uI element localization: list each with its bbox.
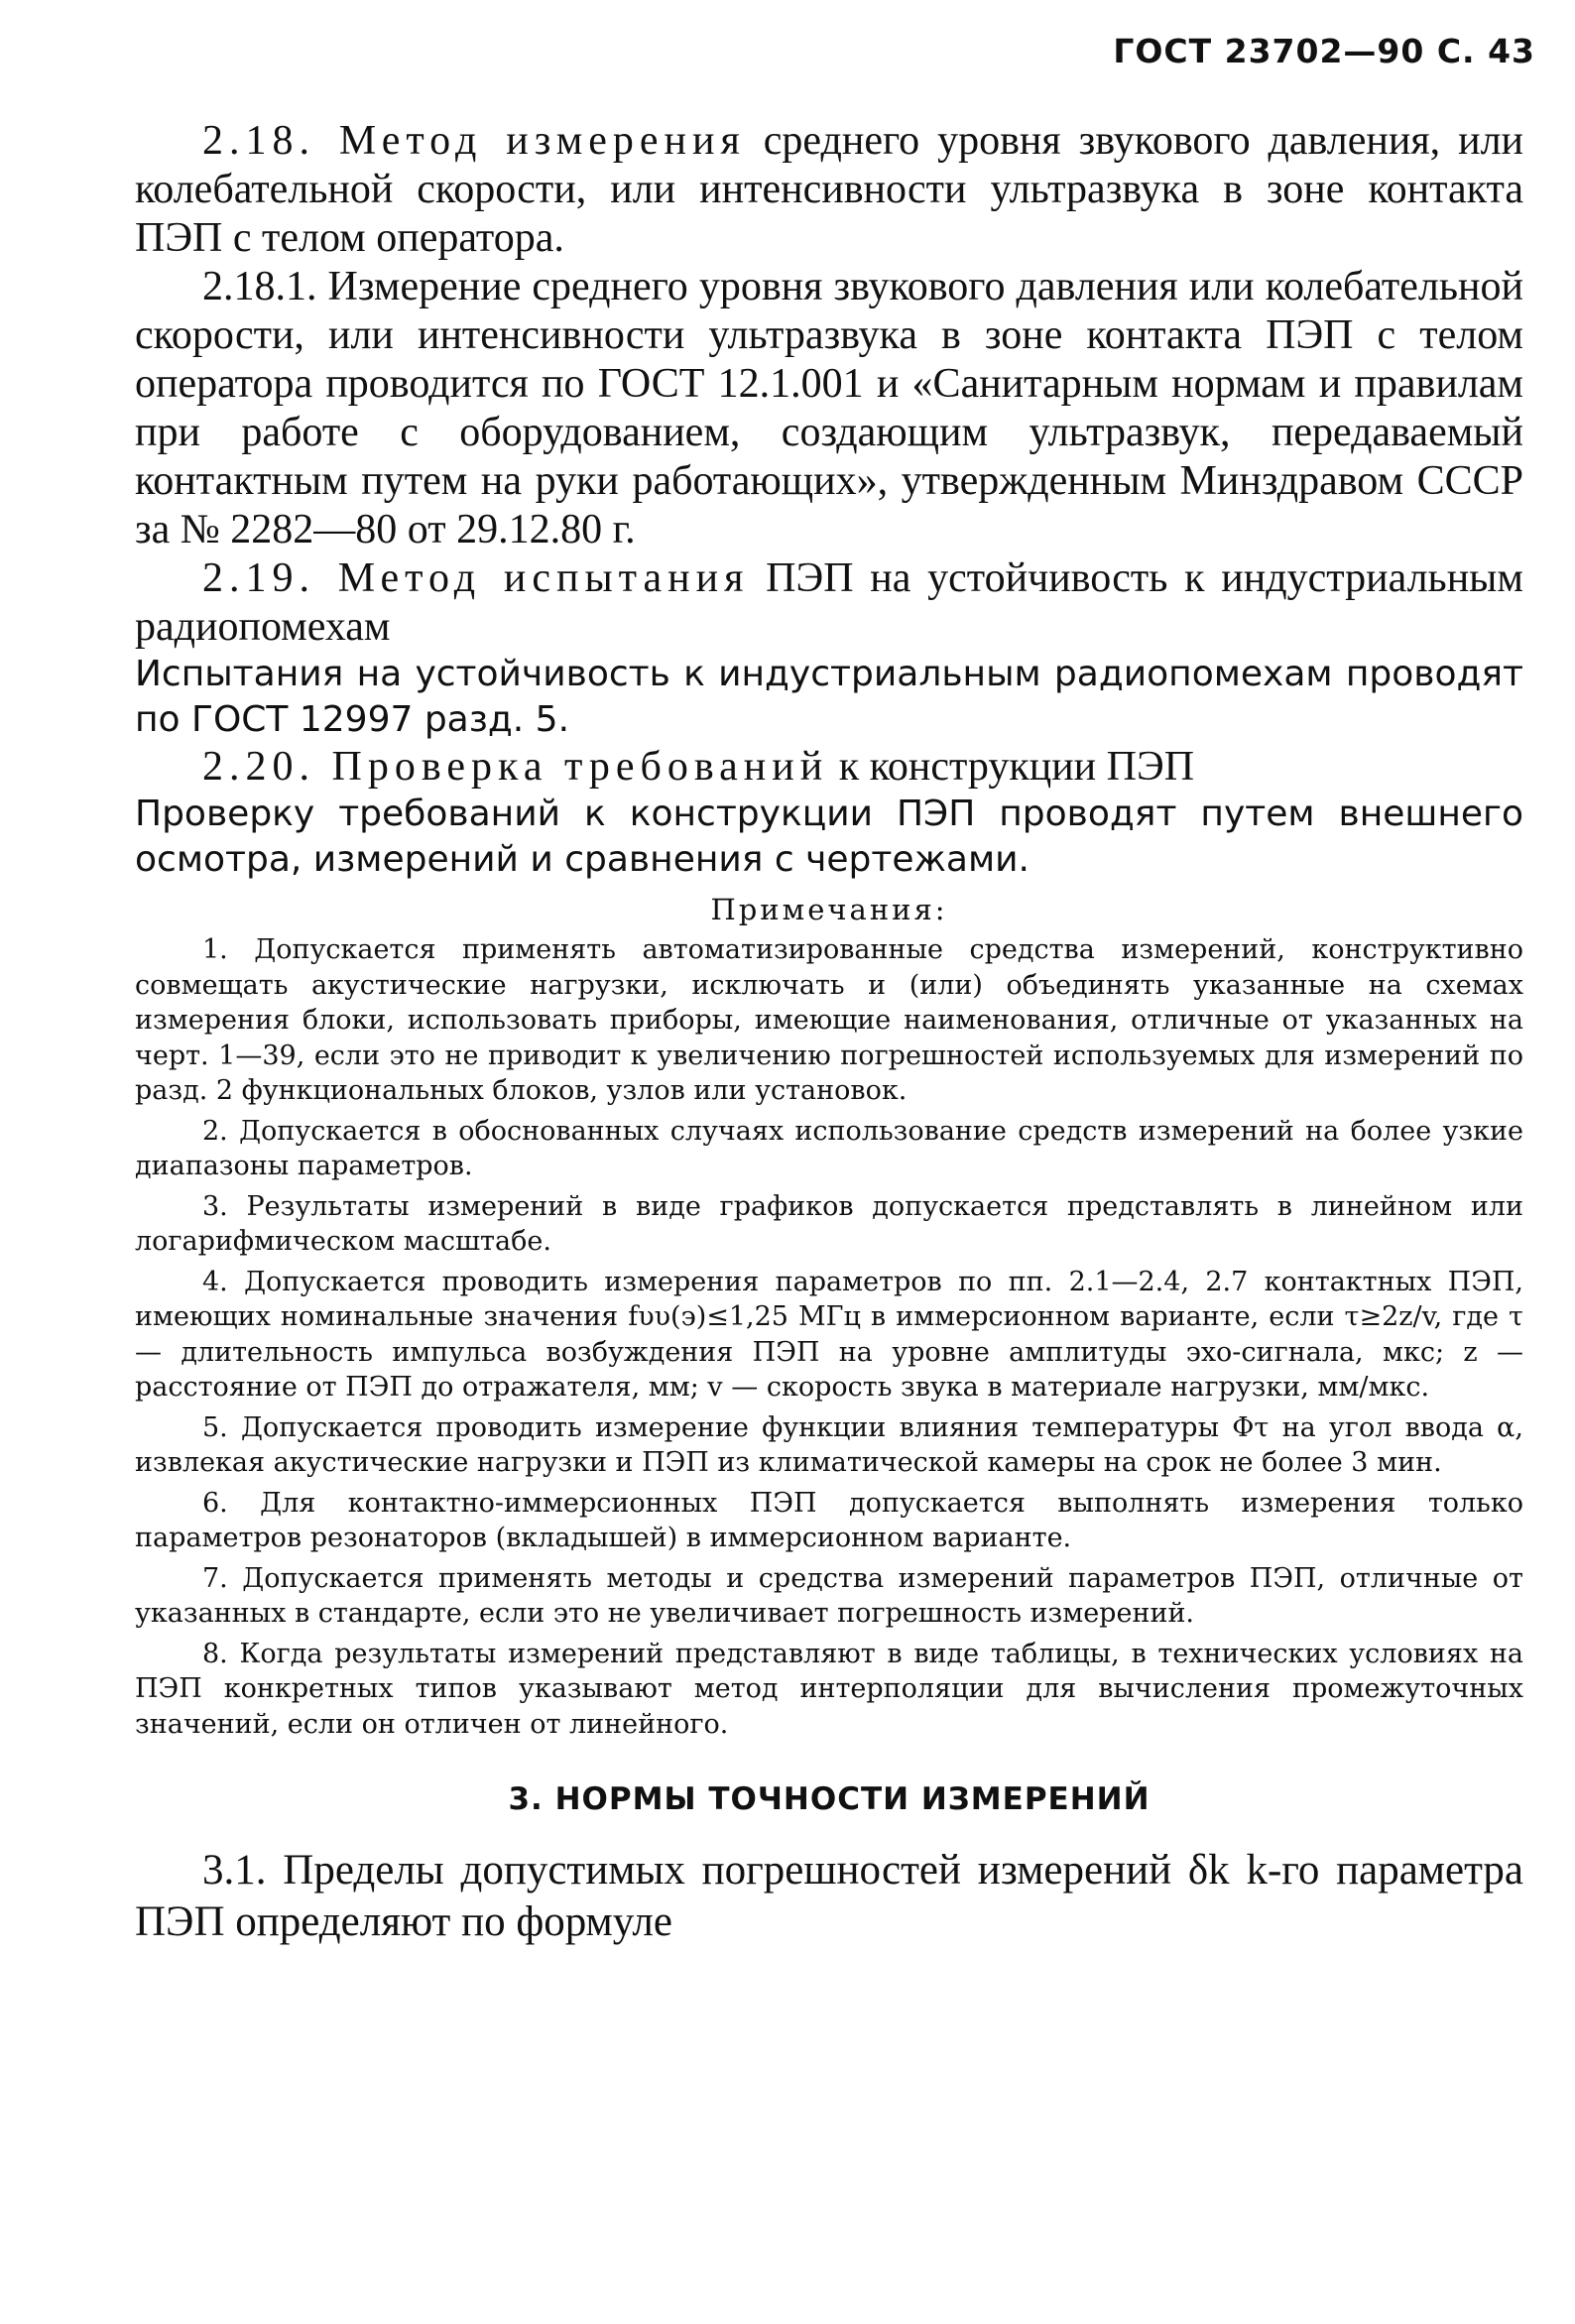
paragraph-2-20 <box>135 743 1523 792</box>
note-3: 3. Результаты измерений в виде графиков допускается представлять в линейном или логарифмическом масштабе. <box>135 1190 1523 1257</box>
note-2: 2. Допускается в обоснованных случаях использование средств измерений на более узкие диапазоны параметров. <box>135 1115 1523 1181</box>
paragraph-2-19-title: 2.19. Метод испытания <box>202 555 750 601</box>
paragraph-2-18-title: 2.18. Метод измерения <box>202 118 746 164</box>
paragraph-2-19-text: ПЭП на устойчивость к индустриальным радиопомехам <box>135 555 1523 650</box>
paragraph-2-19-body: Испытания на устойчивость к индустриальным радиопомехам проводят по ГОСТ 12997 разд. 5. <box>135 654 1523 740</box>
paragraph-2-18 <box>135 117 1523 263</box>
note-1: 1. Допускается применять автоматизированные средства измерений, конструктивно совмещать акустические нагрузки, исключать и (или) объединять указанные на схемах измерения блоки, использовать приборы, имеющие наименования, отличные от указанных на черт. 1—39, если это не приводит к увеличению погрешностей используемых для измерений по разд. 2 функциональных блоков, узлов или установок. <box>135 934 1523 1106</box>
note-5: 5. Допускается проводить измерение функции влияния температуры Φτ на угол ввода α, извлекая акустические нагрузки и ПЭП из климатической камеры на срок не более 3 мин. <box>135 1411 1523 1478</box>
paragraph-2-18-1: 2.18.1. Измерение среднего уровня звукового давления или колебательной скорости, или интенсивности ультразвука в зоне контакта ПЭП с телом оператора проводится по ГОСТ 12.1.001 и «Санитарным нормам и правилам при работе с оборудованием, создающим ультразвук, передаваемый контактным путем на руки работающих», утвержденным Минздравом СССР за № 2282—80 от 29.12.80 г. <box>135 264 1523 552</box>
section-3-title: 3. НОРМЫ ТОЧНОСТИ ИЗМЕРЕНИЙ <box>508 1781 1151 1817</box>
notes-title: Примечания: <box>710 893 948 926</box>
note-6: 6. Для контактно-иммерсионных ПЭП допускается выполнять измерения только параметров резонаторов (вкладышей) в иммерсионном варианте. <box>135 1487 1523 1553</box>
paragraph-2-19 <box>135 554 1523 652</box>
note-7: 7. Допускается применять методы и средства измерений параметров ПЭП, отличные от указанных в стандарте, если это не увеличивает погрешность измерений. <box>135 1562 1523 1629</box>
paragraph-2-20-text: к конструкции ПЭП <box>828 744 1195 790</box>
paragraph-2-18-text: среднего уровня звукового давления, или колебательной скорости, или интенсивности ультразвука в зоне контакта ПЭП с телом оператора. <box>135 118 1523 261</box>
page-content <box>135 117 1523 1948</box>
paragraph-2-20-title: 2.20. Проверка требований <box>202 744 829 790</box>
paragraph-3-1: 3.1. Пределы допустимых погрешностей измерений δk k-го параметра ПЭП определяют по формуле <box>135 1847 1523 1945</box>
page-header: ГОСТ 23702—90 С. 43 <box>1113 32 1535 70</box>
note-4: 4. Допускается проводить измерения параметров по пп. 2.1—2.4, 2.7 контактных ПЭП, имеющих номинальные значения fυυ(э)≤1,25 МГц в иммерсионном варианте, если τ≥2z/v, где τ — длительность импульса возбуждения ПЭП на уровне амплитуды эхо-сигнала, мкс; z — расстояние от ПЭП до отражателя, мм; v — скорость звука в материале нагрузки, мм/мкс. <box>135 1266 1523 1403</box>
paragraph-2-20-body: Проверку требований к конструкции ПЭП проводят путем внешнего осмотра, измерений и сравнения с чертежами. <box>135 794 1523 880</box>
note-8: 8. Когда результаты измерений представляют в виде таблицы, в технических условиях на ПЭП конкретных типов указывают метод интерполяции для вычисления промежуточных значений, если он отличен от линейного. <box>135 1638 1523 1740</box>
